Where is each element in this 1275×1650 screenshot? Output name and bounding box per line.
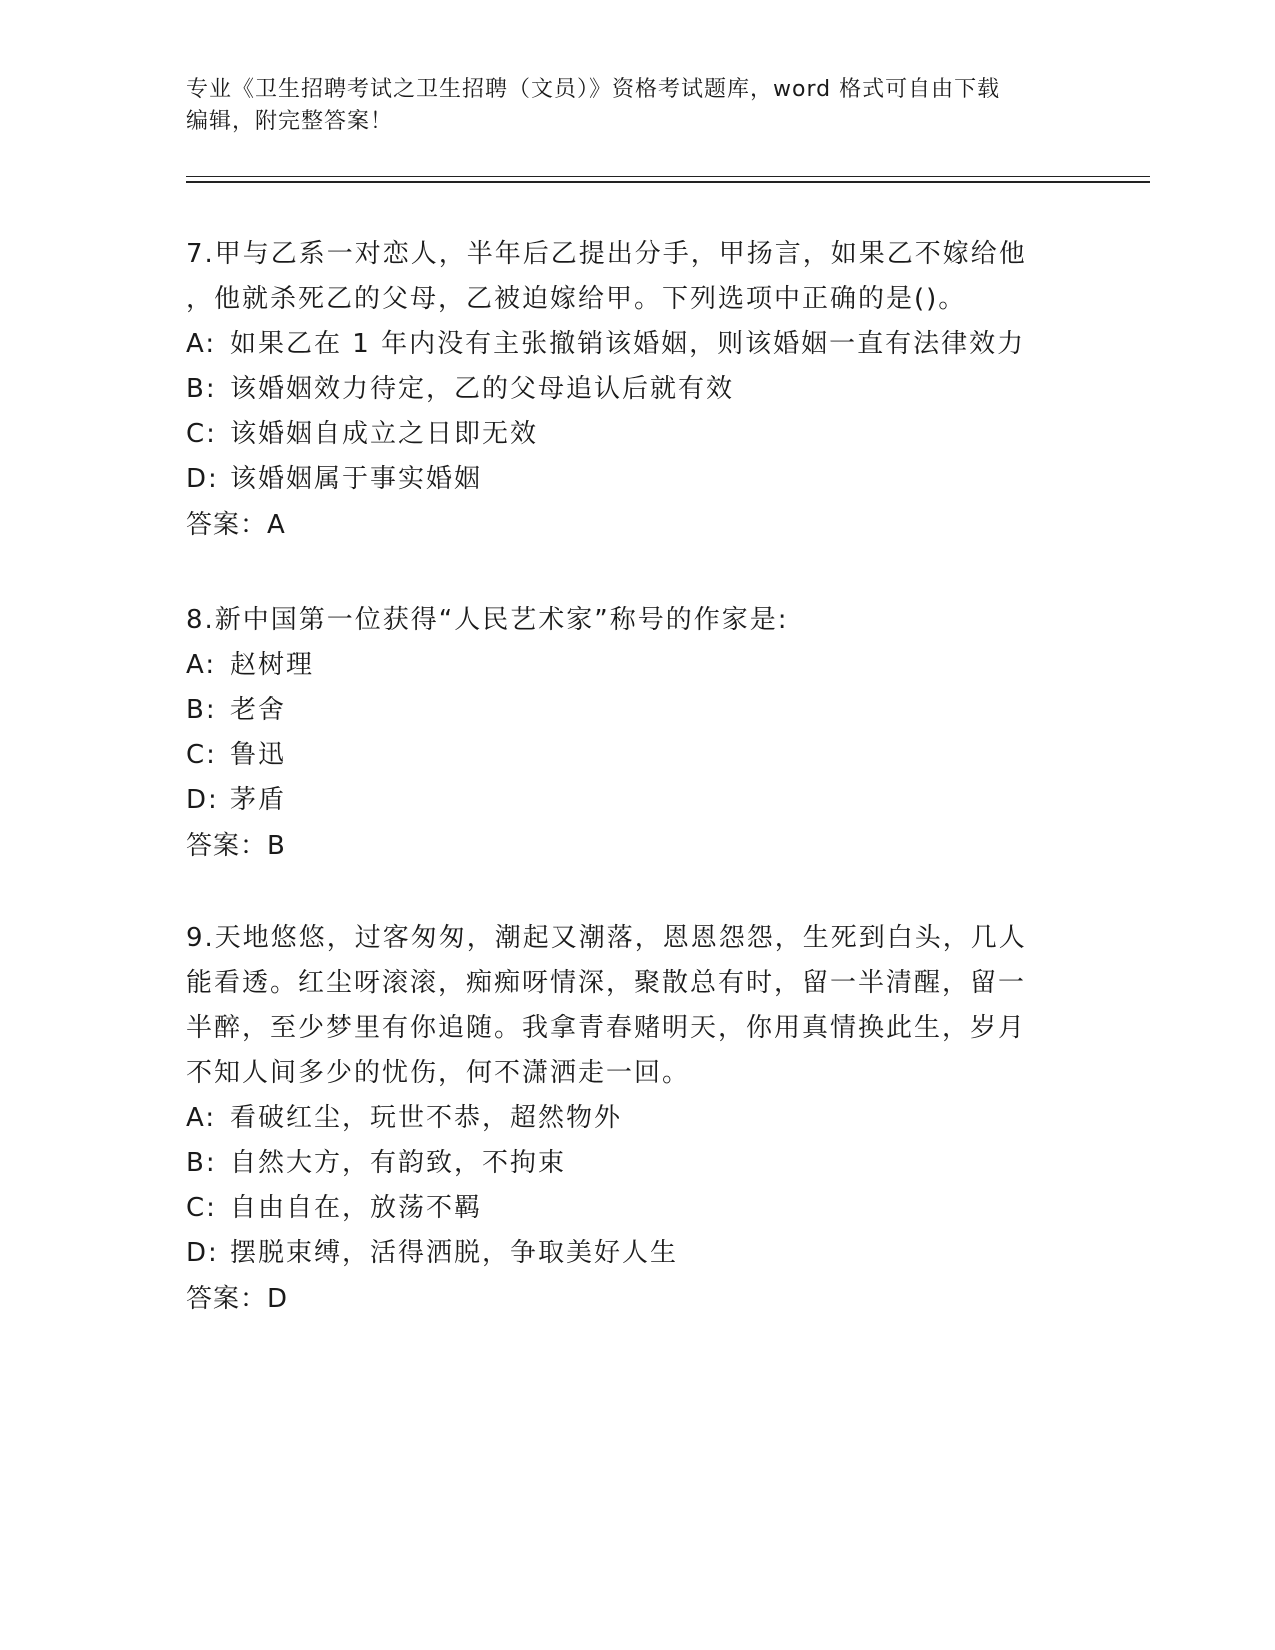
answer-line: 答案：B xyxy=(186,831,286,861)
option-text: 看破红尘，玩世不恭，超然物外 xyxy=(230,1103,623,1133)
option-text: 鲁迅 xyxy=(230,740,287,770)
question-stem-line: 8.新中国第一位获得“人民艺术家”称号的作家是: xyxy=(186,605,789,635)
option-b xyxy=(186,367,1066,412)
option-c xyxy=(186,733,1066,778)
question-stem-line: 9.天地悠悠，过客匆匆，潮起又潮落，恩恩怨怨，生死到白头，几人 xyxy=(186,923,1027,953)
option-d xyxy=(186,457,1066,502)
option-key: C: xyxy=(186,419,217,449)
option-key: B: xyxy=(186,695,217,725)
option-text: 如果乙在 1 年内没有主张撤销该婚姻，则该婚姻一直有法律效力 xyxy=(230,329,1026,359)
option-a xyxy=(186,1096,1066,1141)
option-key: B: xyxy=(186,374,217,404)
option-key: C: xyxy=(186,740,217,770)
option-key: B: xyxy=(186,1148,217,1178)
question-8 xyxy=(186,598,1066,869)
option-text: 自由自在，放荡不羁 xyxy=(230,1193,483,1223)
option-a xyxy=(186,322,1066,367)
header-divider-thick xyxy=(186,181,1150,183)
header-divider-thin xyxy=(186,176,1150,177)
option-key: D: xyxy=(186,785,219,815)
answer-line: 答案：A xyxy=(186,510,286,540)
option-key: A: xyxy=(186,650,217,680)
option-key: A: xyxy=(186,1103,217,1133)
option-b xyxy=(186,688,1066,733)
question-stem-line: 不知人间多少的忧伤，何不潇洒走一回。 xyxy=(186,1058,691,1088)
option-key: C: xyxy=(186,1193,217,1223)
option-text: 摆脱束缚，活得洒脱，争取美好人生 xyxy=(230,1238,679,1268)
answer-line: 答案：D xyxy=(186,1284,289,1314)
option-text: 该婚姻自成立之日即无效 xyxy=(230,419,539,449)
question-stem-line: 7.甲与乙系一对恋人，半年后乙提出分手，甲扬言，如果乙不嫁给他 xyxy=(186,239,1027,269)
option-c xyxy=(186,1186,1066,1231)
header-line-1: 专业《卫生招聘考试之卫生招聘（文员）》资格考试题库，word 格式可自由下载 xyxy=(186,77,1001,102)
option-d xyxy=(186,778,1066,823)
option-text: 自然大方，有韵致，不拘束 xyxy=(230,1148,567,1178)
question-stem-line: 能看透。红尘呀滚滚，痴痴呀情深，聚散总有时，留一半清醒，留一 xyxy=(186,968,1027,998)
option-text: 茅盾 xyxy=(230,785,287,815)
option-key: A: xyxy=(186,329,217,359)
document-header xyxy=(186,74,1086,138)
option-b xyxy=(186,1141,1066,1186)
option-text: 该婚姻效力待定，乙的父母追认后就有效 xyxy=(230,374,735,404)
question-stem-line: 半醉，至少梦里有你追随。我拿青春赌明天，你用真情换此生，岁月 xyxy=(186,1013,1027,1043)
option-text: 老舍 xyxy=(230,695,287,725)
option-d xyxy=(186,1231,1066,1276)
question-9 xyxy=(186,916,1066,1322)
header-line-2: 编辑，附完整答案！ xyxy=(186,109,394,134)
option-text: 该婚姻属于事实婚姻 xyxy=(230,464,483,494)
option-c xyxy=(186,412,1066,457)
option-key: D: xyxy=(186,464,219,494)
option-text: 赵树理 xyxy=(230,650,315,680)
option-key: D: xyxy=(186,1238,219,1268)
question-stem-line: ，他就杀死乙的父母，乙被迫嫁给甲。下列选项中正确的是()。 xyxy=(186,284,967,314)
option-a xyxy=(186,643,1066,688)
question-7 xyxy=(186,232,1066,548)
